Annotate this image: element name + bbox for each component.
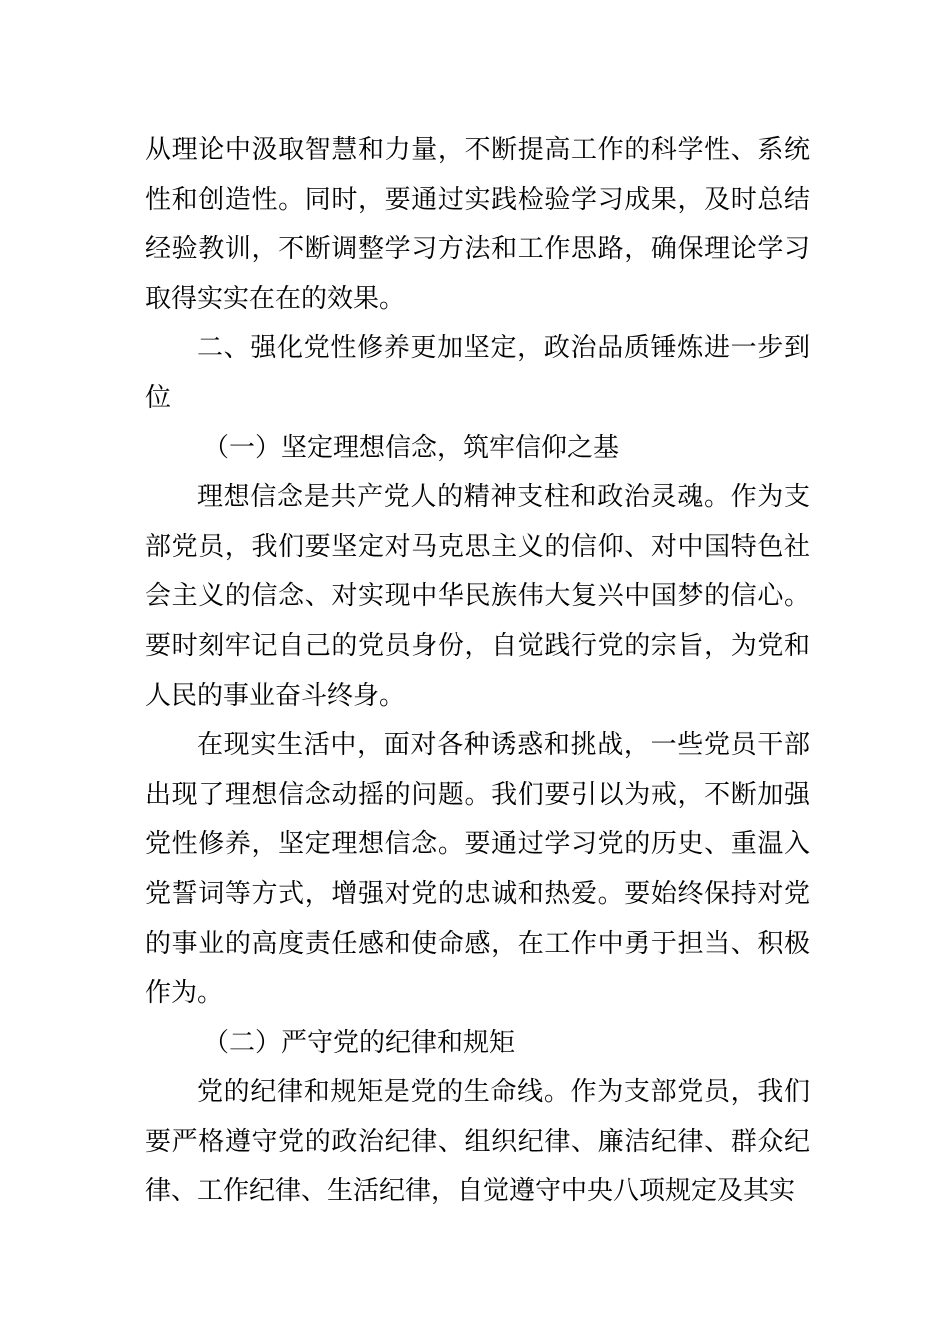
text-line: 人民的事业奋斗终身。	[145, 680, 406, 711]
paragraph-reality-paragraph	[145, 721, 810, 1019]
text-line: 会主义的信念、对实现中华民族伟大复兴中国梦的信心。	[145, 581, 810, 612]
text-line: 党的纪律和规矩是党的生命线。作为支部党员，我们	[197, 1077, 810, 1108]
text-line: 在现实生活中，面对各种诱惑和挑战，一些党员干部	[197, 730, 810, 761]
text-line: 党誓词等方式，增强对党的忠诚和热爱。要始终保持对党	[145, 878, 810, 909]
text-line: 理想信念是共产党人的精神支柱和政治灵魂。作为支	[197, 482, 810, 513]
text-line: 党性修养，坚定理想信念。要通过学习党的历史、重温入	[145, 829, 810, 860]
text-line: （一）坚定理想信念，筑牢信仰之基	[203, 432, 620, 463]
paragraph-intro-continuation	[145, 126, 810, 324]
paragraph-ideals-paragraph	[145, 473, 810, 721]
text-line: 要严格遵守党的政治纪律、组织纪律、廉洁纪律、群众纪	[145, 1126, 810, 1157]
text-line: 律、工作纪律、生活纪律，自觉遵守中央八项规定及其实	[145, 1176, 796, 1207]
text-line: （二）严守党的纪律和规矩	[203, 1027, 516, 1058]
text-line: 经验教训，不断调整学习方法和工作思路，确保理论学习	[145, 234, 810, 265]
text-line: 从理论中汲取智慧和力量，不断提高工作的科学性、系统	[145, 135, 810, 165]
text-line: 部党员，我们要坚定对马克思主义的信仰、对中国特色社	[145, 531, 810, 562]
text-line: 性和创造性。同时，要通过实践检验学习成果，及时总结	[145, 184, 810, 215]
paragraph-subsection-2-heading	[145, 1019, 810, 1069]
text-line: 的事业的高度责任感和使命感，在工作中勇于担当、积极	[145, 928, 810, 959]
text-line: 二、强化党性修养更加坚定，政治品质锤炼进一步到	[197, 333, 810, 364]
paragraph-discipline-paragraph	[145, 1068, 810, 1217]
document-body	[145, 126, 810, 1217]
text-line: 作为。	[145, 978, 224, 1009]
text-line: 出现了理想信念动摇的问题。我们要引以为戒，不断加强	[145, 779, 810, 810]
text-line: 位	[145, 382, 172, 413]
text-line: 取得实实在在的效果。	[145, 283, 406, 314]
paragraph-section-2-heading	[145, 324, 810, 423]
paragraph-subsection-1-heading	[145, 424, 810, 474]
text-line: 要时刻牢记自己的党员身份，自觉践行党的宗旨，为党和	[145, 630, 810, 661]
